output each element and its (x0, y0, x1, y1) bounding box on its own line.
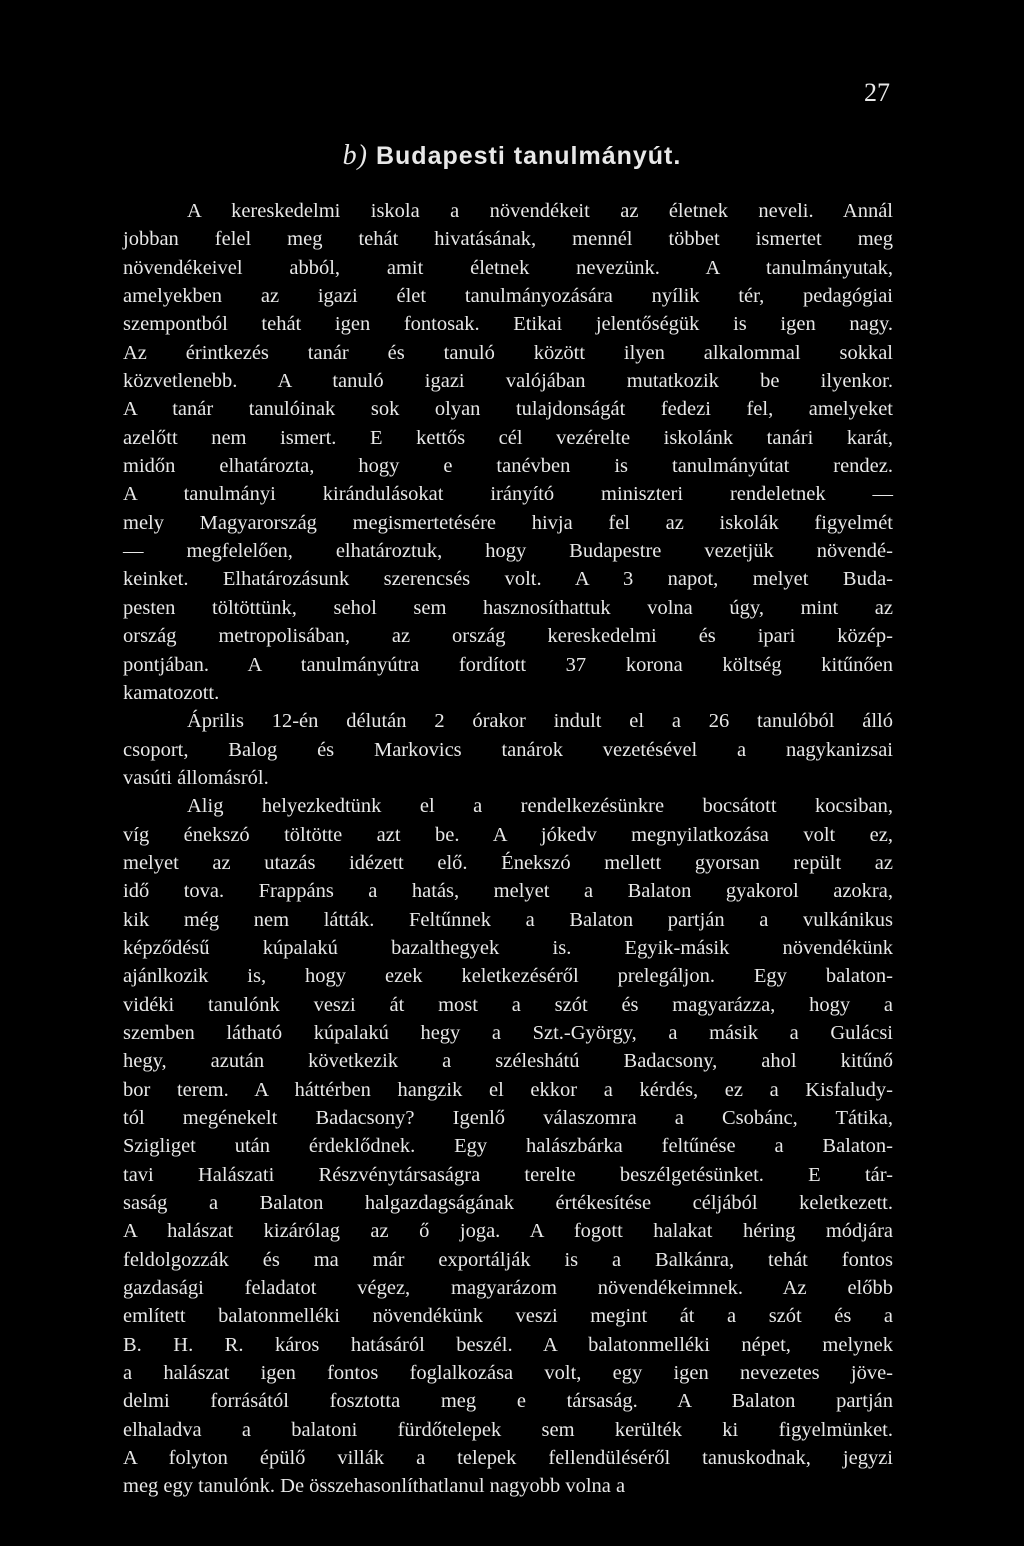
text-line: delmi forrásától fosztotta meg e társaság. A Balaton partján (123, 1390, 893, 1413)
text-line: ajánlkozik is, hogy ezek keletkezéséről prelegáljon. Egy balaton- (123, 965, 893, 988)
text-line: meg egy tanulónk. De összehasonlíthatlanul nagyobb volna a (123, 1475, 626, 1498)
text-line: Szigliget után érdeklődnek. Egy halászbárka feltűnése a Balaton- (123, 1135, 893, 1158)
text-line: elhaladva a balatoni fürdőtelepek sem kerülték ki figyelmünket. (123, 1418, 893, 1441)
text-line: feldolgozzák és ma már exportálják is a Balkánra, tehát fontos (123, 1248, 893, 1271)
text-line: saság a Balaton halgazdagságának értékesítése céljából keletkezett. (123, 1192, 893, 1215)
text-line: hegy, azután következik a széleshátú Badacsony, ahol kitűnő (123, 1050, 893, 1073)
text-line: kik még nem látták. Feltűnnek a Balaton partján a vulkánikus (123, 908, 893, 931)
text-line: szempontból tehát igen fontosak. Etikai jelentőségük is igen nagy. (123, 313, 893, 336)
section-heading (0, 140, 1024, 172)
text-line: mely Magyarország megismertetésére hivja fel az iskolák figyelmét (123, 511, 893, 534)
paragraph (123, 792, 893, 1501)
text-line: A kereskedelmi iskola a növendékeit az életnek neveli. Annál (187, 200, 893, 222)
text-line: melyet az utazás idézett elő. Énekszó mellett gyorsan repült az (123, 851, 893, 874)
text-line: pesten töltöttünk, sehol sem hasznosíthattuk volna úgy, mint az (123, 596, 893, 619)
text-line: midőn elhatározta, hogy e tanévben is tanulmányútat rendez. (123, 455, 893, 478)
text-line: Az érintkezés tanár és tanuló között ilyen alkalommal sokkal (123, 341, 893, 364)
text-line: vidéki tanulónk veszi át most a szót és magyarázza, hogy a (123, 993, 893, 1016)
text-line: jobban felel meg tehát hivatásának, mennél többet ismertet meg (123, 228, 893, 251)
section-title: Budapesti tanulmányút. (375, 142, 682, 170)
text-line: A folyton épülő villák a telepek fellendüléséről tanuskodnak, jegyzi (123, 1447, 893, 1470)
text-line: keinket. Elhatározásunk szerencsés volt. A 3 napot, melyet Buda- (123, 568, 893, 591)
paragraph (123, 707, 893, 792)
text-line: kamatozott. (123, 681, 220, 704)
text-line: A halászat kizárólag az ő joga. A fogott halakat héring módjára (123, 1220, 893, 1243)
text-line: B. H. R. káros hatásáról beszél. A balatonmelléki népet, melynek (123, 1333, 893, 1356)
section-marker: b) (342, 140, 368, 171)
page-number: 27 (864, 78, 890, 107)
text-line: A tanár tanulóinak sok olyan tulajdonságát fedezi fel, amelyeket (123, 398, 893, 421)
text-line: növendékeivel abból, amit életnek nevezünk. A tanulmányutak, (123, 256, 893, 279)
text-line: tól megénekelt Badacsony? Igenlő válaszomra a Csobánc, Tátika, (123, 1107, 893, 1129)
body-text (123, 197, 893, 1501)
text-line: Alig helyezkedtünk el a rendelkezésünkre bocsátott kocsiban, (187, 795, 893, 818)
text-line: képződésű kúpalakú bazalthegyek is. Egyik-másik növendékünk (123, 936, 893, 959)
text-line: azelőtt nem ismert. E kettős cél vezérelte iskolánk tanári karát, (123, 426, 893, 449)
text-line: gazdasági feladatot végez, magyarázom növendékeimnek. Az előbb (123, 1277, 893, 1300)
paragraph (123, 197, 893, 707)
text-line: a halászat igen fontos foglalkozása volt, egy igen nevezetes jöve- (123, 1362, 893, 1385)
text-line: idő tova. Frappáns a hatás, melyet a Balaton gyakorol azokra, (123, 880, 893, 903)
text-line: — megfelelően, elhatároztuk, hogy Budapestre vezetjük növendé- (123, 540, 893, 563)
text-line: említett balatonmelléki növendékünk veszi megint át a szót és a (123, 1305, 893, 1328)
text-line: Április 12-én délután 2 órakor indult el a 26 tanulóból álló (187, 710, 893, 733)
text-line: csoport, Balog és Markovics tanárok vezetésével a nagykanizsai (123, 738, 893, 761)
text-line: pontjában. A tanulmányútra fordított 37 korona költség kitűnően (123, 653, 893, 676)
text-line: szemben látható kúpalakú hegy a Szt.-György, a másik a Gulácsi (123, 1021, 893, 1044)
text-line: közvetlenebb. A tanuló igazi valójában mutatkozik be ilyenkor. (123, 370, 893, 393)
text-line: ország metropolisában, az ország kereskedelmi és ipari közép- (123, 625, 893, 648)
text-line: bor terem. A háttérben hangzik el ekkor a kérdés, ez a Kisfaludy- (123, 1078, 893, 1101)
text-line: A tanulmányi kirándulásokat irányító miniszteri rendeletnek — (123, 483, 893, 506)
text-line: tavi Halászati Részvénytársaságra terelte beszélgetésünket. E tár- (123, 1163, 893, 1186)
text-line: víg énekszó töltötte azt be. A jókedv megnyilatkozása volt ez, (123, 823, 893, 846)
text-line: vasúti állomásról. (123, 766, 269, 789)
text-line: amelyekben az igazi élet tanulmányozására nyílik tér, pedagógiai (123, 285, 893, 308)
